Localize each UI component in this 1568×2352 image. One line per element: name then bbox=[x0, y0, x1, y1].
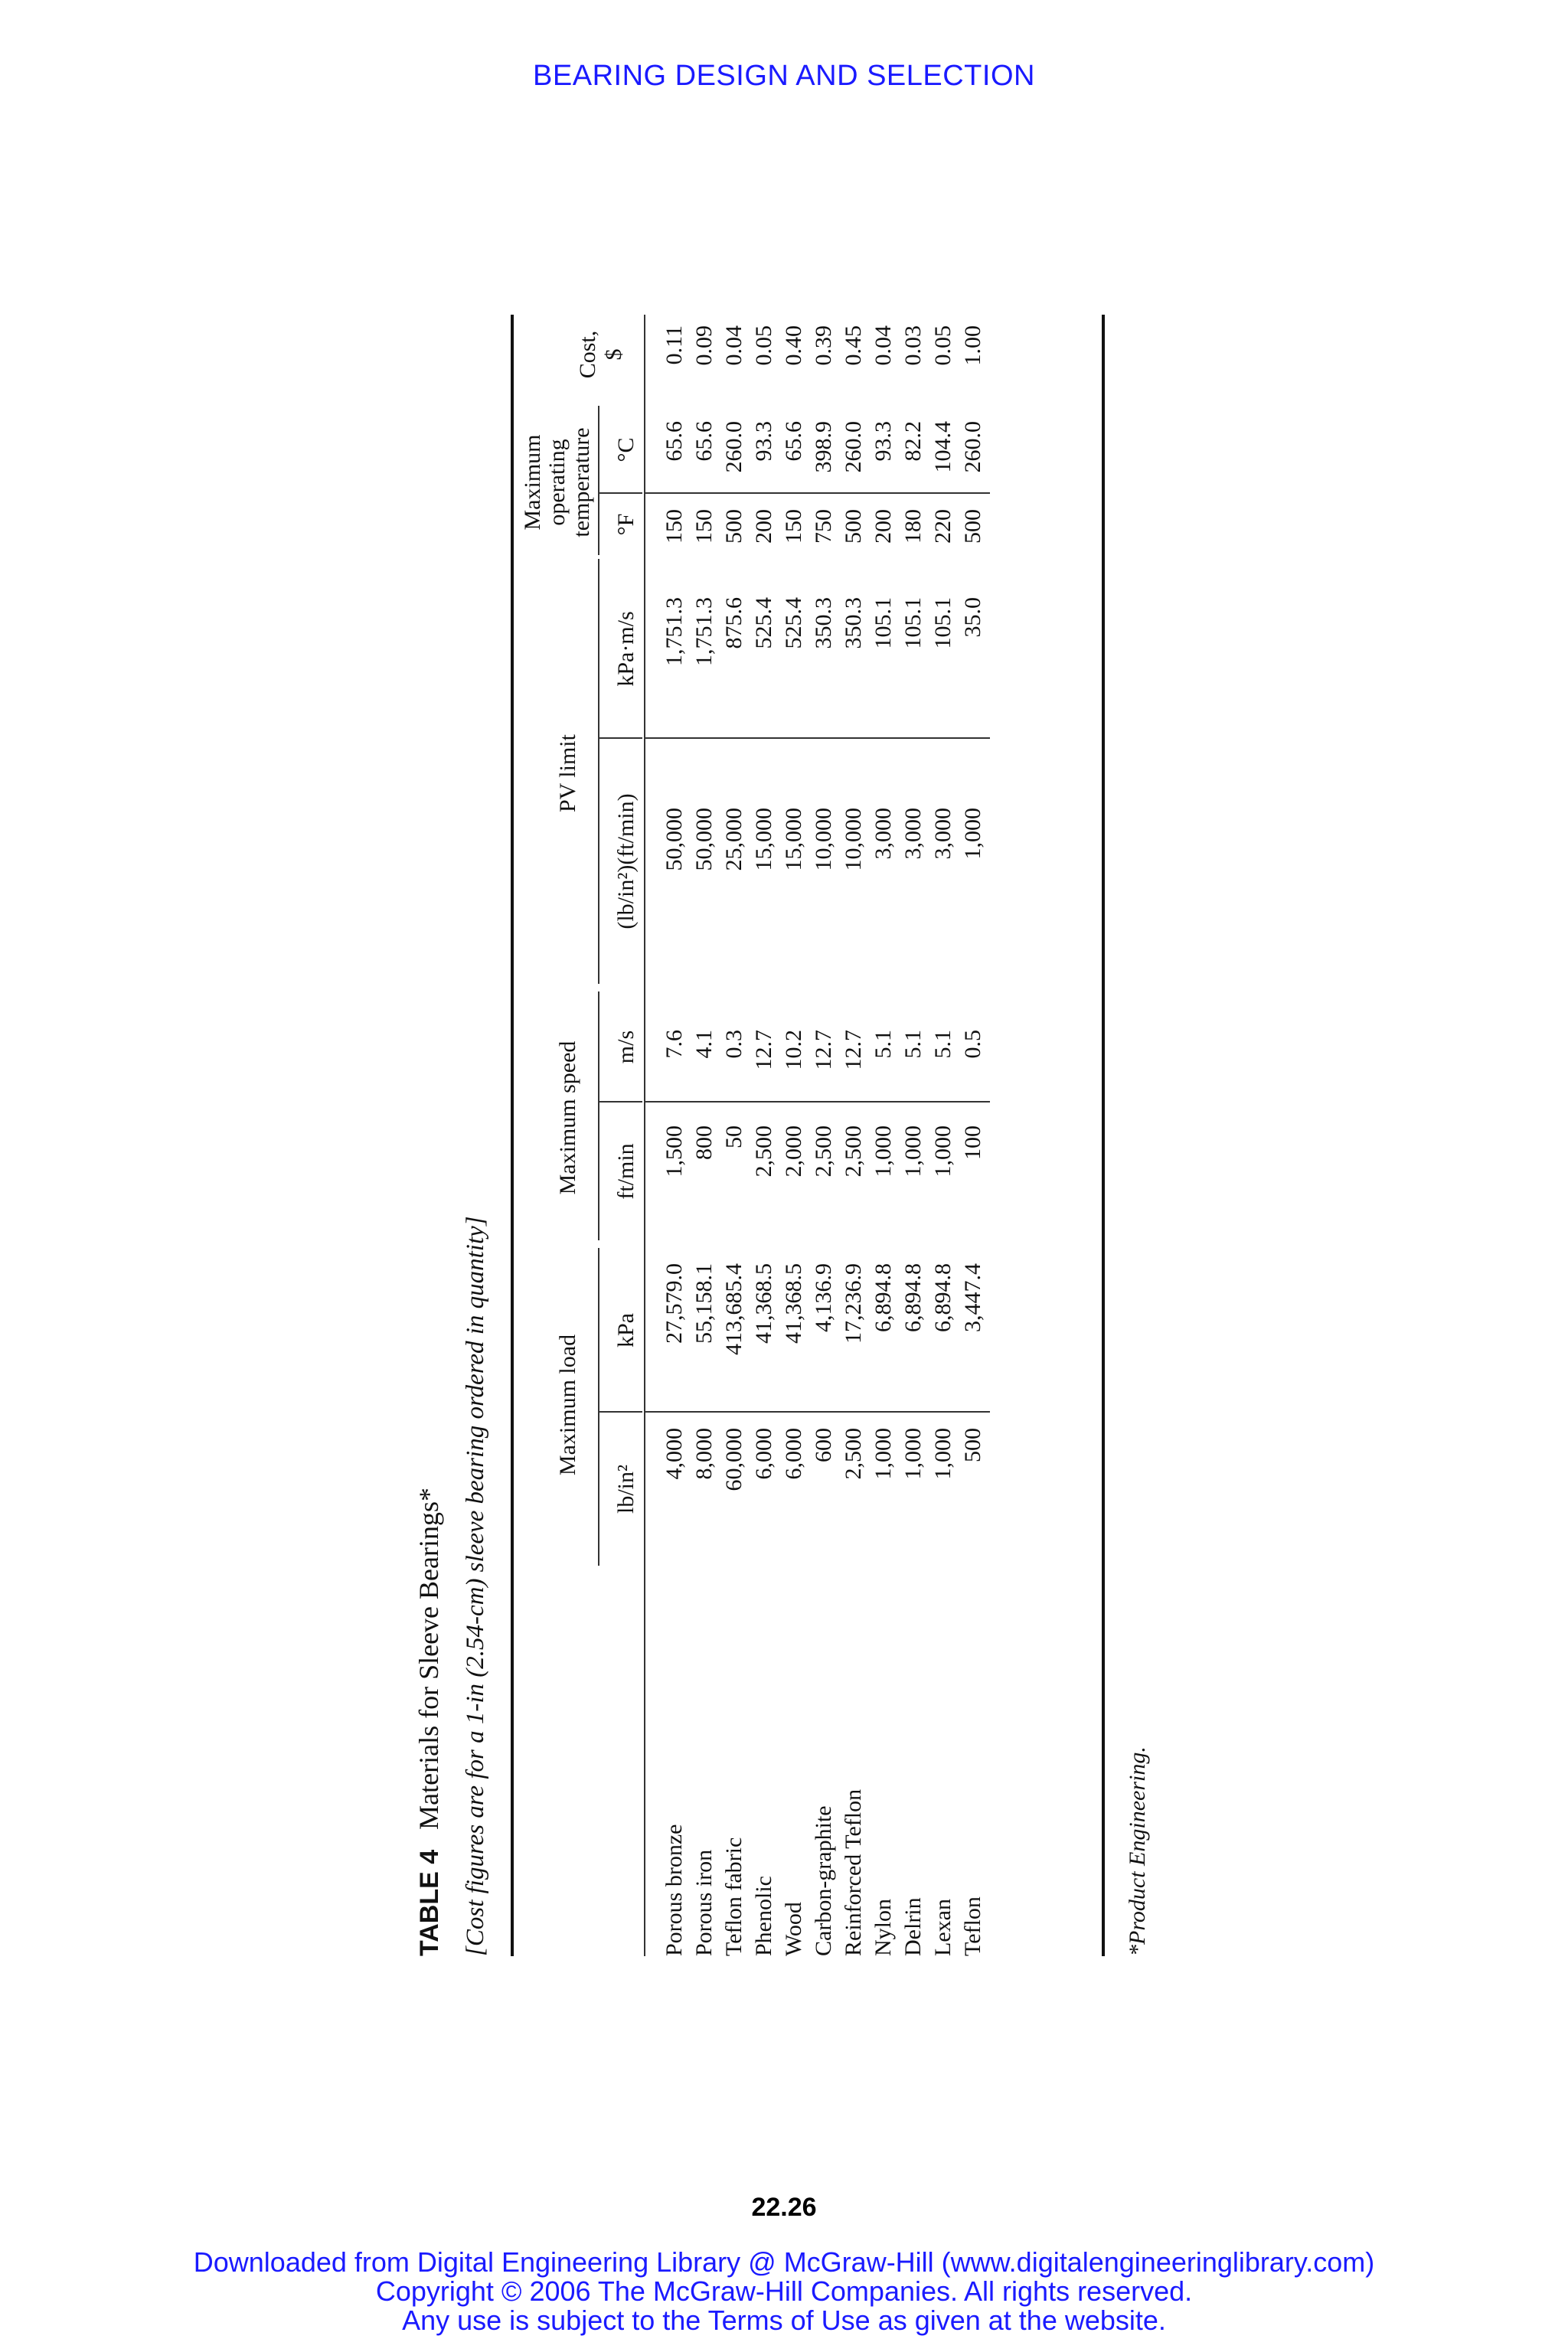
cell-temp-f: 150 bbox=[691, 509, 717, 544]
cell-cost: 0.39 bbox=[811, 325, 836, 366]
cell-load-kpa: 6,894.8 bbox=[871, 1263, 896, 1332]
divider-load bbox=[599, 1411, 642, 1413]
cell-speed-ms: 0.3 bbox=[721, 1030, 746, 1059]
cell-temp-f: 150 bbox=[781, 509, 806, 544]
cell-speed-ftmin: 50 bbox=[721, 1125, 746, 1148]
table-row bbox=[719, 315, 749, 1956]
cell-temp-c: 65.6 bbox=[662, 421, 687, 462]
cell-speed-ms: 7.6 bbox=[662, 1030, 687, 1059]
cell-pv-imperial: 1,000 bbox=[960, 808, 985, 860]
cell-pv-imperial: 50,000 bbox=[691, 808, 717, 871]
divider-body-load bbox=[645, 1411, 990, 1413]
divider-temp bbox=[599, 492, 642, 494]
cell-material: Lexan bbox=[930, 1899, 956, 1956]
footer-line-2: Copyright © 2006 The McGraw-Hill Companies. All rights reserved. bbox=[375, 2275, 1193, 2307]
table-row bbox=[689, 315, 719, 1956]
cell-load-kpa: 4,136.9 bbox=[811, 1263, 836, 1332]
cell-temp-c: 398.9 bbox=[811, 421, 836, 473]
cell-speed-ms: 12.7 bbox=[811, 1030, 836, 1070]
table-row bbox=[958, 315, 988, 1956]
cell-speed-ms: 0.5 bbox=[960, 1030, 985, 1059]
cell-temp-f: 220 bbox=[930, 509, 956, 544]
rotated-table-block bbox=[413, 302, 1194, 1956]
header-cost-2: $ bbox=[601, 348, 626, 361]
cell-load-kpa: 41,368.5 bbox=[781, 1263, 806, 1344]
divider-body-temp bbox=[645, 492, 990, 494]
cell-pv-si: 350.3 bbox=[841, 597, 866, 649]
cell-speed-ftmin: 100 bbox=[960, 1125, 985, 1160]
cell-pv-imperial: 3,000 bbox=[871, 808, 896, 860]
cell-pv-imperial: 10,000 bbox=[811, 808, 836, 871]
cell-material: Delrin bbox=[900, 1897, 926, 1956]
divider-body-pv bbox=[645, 737, 990, 739]
cell-cost: 0.11 bbox=[662, 325, 687, 365]
cell-temp-f: 750 bbox=[811, 509, 836, 544]
running-header: BEARING DESIGN AND SELECTION bbox=[533, 60, 1035, 92]
cell-speed-ftmin: 800 bbox=[691, 1125, 717, 1160]
unit-temp-f: °F bbox=[613, 513, 639, 536]
rule-pv-limit bbox=[598, 559, 599, 984]
rule-max-load bbox=[598, 1248, 599, 1566]
cell-material: Phenolic bbox=[751, 1876, 776, 1956]
cell-load-psi: 60,000 bbox=[721, 1428, 746, 1491]
cell-load-psi: 8,000 bbox=[691, 1428, 717, 1480]
cell-temp-f: 500 bbox=[721, 509, 746, 544]
footer-line-1: Downloaded from Digital Engineering Library @ McGraw-Hill (www.digitalengineeringlibrary.com) bbox=[193, 2246, 1375, 2278]
cell-speed-ftmin: 2,500 bbox=[841, 1125, 866, 1178]
cell-speed-ftmin: 2,500 bbox=[811, 1125, 836, 1178]
cell-temp-c: 65.6 bbox=[781, 421, 806, 462]
cell-load-kpa: 55,158.1 bbox=[691, 1263, 717, 1344]
cell-temp-c: 260.0 bbox=[960, 421, 985, 473]
unit-pv-imperial: (lb/in²)(ft/min) bbox=[613, 793, 639, 929]
cell-speed-ms: 12.7 bbox=[751, 1030, 776, 1070]
table-row bbox=[808, 315, 838, 1956]
cell-load-psi: 1,000 bbox=[871, 1428, 896, 1480]
cell-pv-imperial: 10,000 bbox=[841, 808, 866, 871]
divider-speed bbox=[599, 1101, 642, 1102]
cell-pv-si: 35.0 bbox=[960, 597, 985, 638]
unit-speed-ftmin: ft/min bbox=[613, 1143, 639, 1200]
cell-load-kpa: 6,894.8 bbox=[900, 1263, 926, 1332]
cell-speed-ms: 12.7 bbox=[841, 1030, 866, 1070]
cell-cost: 0.03 bbox=[900, 325, 926, 366]
header-max-temp-3: temperature bbox=[569, 427, 594, 537]
materials-table bbox=[511, 315, 1105, 1956]
cell-temp-c: 104.4 bbox=[930, 421, 956, 473]
header-cost-1: Cost, bbox=[575, 330, 600, 379]
table-subtitle: [Cost figures are for a 1-in (2.54-cm) sleeve bearing ordered in quantity] bbox=[462, 1216, 489, 1956]
header-max-temp-1: Maximum bbox=[520, 434, 545, 531]
table-row bbox=[749, 315, 779, 1956]
cell-speed-ms: 4.1 bbox=[691, 1030, 717, 1059]
unit-pv-si: kPa·m/s bbox=[613, 611, 639, 687]
cell-speed-ftmin: 1,500 bbox=[662, 1125, 687, 1178]
cell-speed-ftmin: 1,000 bbox=[900, 1125, 926, 1178]
cell-material: Nylon bbox=[871, 1899, 896, 1956]
divider-body-speed bbox=[645, 1101, 990, 1102]
cell-pv-imperial: 15,000 bbox=[781, 808, 806, 871]
table-label: TABLE 4 bbox=[415, 1849, 444, 1956]
unit-load-kpa: kPa bbox=[613, 1313, 639, 1348]
unit-load-psi: lb/in² bbox=[613, 1465, 639, 1514]
cell-load-psi: 1,000 bbox=[900, 1428, 926, 1480]
cell-material: Teflon fabric bbox=[721, 1837, 746, 1956]
cell-temp-f: 200 bbox=[751, 509, 776, 544]
cell-load-psi: 1,000 bbox=[930, 1428, 956, 1480]
cell-pv-si: 105.1 bbox=[871, 597, 896, 649]
cell-temp-f: 500 bbox=[841, 509, 866, 544]
cell-temp-c: 93.3 bbox=[751, 421, 776, 462]
table-row bbox=[659, 315, 689, 1956]
cell-load-psi: 6,000 bbox=[751, 1428, 776, 1480]
table-row bbox=[868, 315, 898, 1956]
cell-temp-c: 260.0 bbox=[841, 421, 866, 473]
cell-load-kpa: 27,579.0 bbox=[662, 1263, 687, 1344]
cell-temp-c: 65.6 bbox=[691, 421, 717, 462]
cell-material: Porous iron bbox=[691, 1849, 717, 1956]
cell-load-psi: 4,000 bbox=[662, 1428, 687, 1480]
cell-cost: 1.00 bbox=[960, 325, 985, 366]
cell-load-kpa: 17,236.9 bbox=[841, 1263, 866, 1344]
unit-temp-c: °C bbox=[613, 437, 639, 462]
header-max-speed: Maximum speed bbox=[555, 1040, 580, 1195]
cell-speed-ftmin: 2,000 bbox=[781, 1125, 806, 1178]
cell-load-kpa: 41,368.5 bbox=[751, 1263, 776, 1344]
header-max-load: Maximum load bbox=[555, 1334, 580, 1476]
cell-load-kpa: 6,894.8 bbox=[930, 1263, 956, 1332]
cell-pv-si: 350.3 bbox=[811, 597, 836, 649]
cell-load-psi: 500 bbox=[960, 1428, 985, 1462]
cell-temp-c: 93.3 bbox=[871, 421, 896, 462]
footer-line-3: Any use is subject to the Terms of Use as given at the website. bbox=[402, 2305, 1166, 2336]
cell-speed-ms: 5.1 bbox=[930, 1030, 956, 1059]
cell-cost: 0.04 bbox=[871, 325, 896, 366]
copyright-footer bbox=[0, 2248, 1568, 2335]
cell-speed-ftmin: 1,000 bbox=[871, 1125, 896, 1178]
table-footnote: *Product Engineering. bbox=[1125, 1746, 1150, 1956]
cell-cost: 0.40 bbox=[781, 325, 806, 366]
cell-pv-imperial: 15,000 bbox=[751, 808, 776, 871]
cell-material: Porous bronze bbox=[662, 1824, 687, 1956]
cell-pv-si: 105.1 bbox=[900, 597, 926, 649]
page-number: 22.26 bbox=[751, 2193, 817, 2222]
cell-material: Carbon-graphite bbox=[811, 1805, 836, 1956]
cell-cost: 0.05 bbox=[930, 325, 956, 366]
table-row bbox=[838, 315, 868, 1956]
cell-speed-ms: 10.2 bbox=[781, 1030, 806, 1070]
cell-pv-si: 1,751.3 bbox=[691, 597, 717, 666]
cell-pv-si: 1,751.3 bbox=[662, 597, 687, 666]
cell-load-psi: 6,000 bbox=[781, 1428, 806, 1480]
cell-temp-f: 180 bbox=[900, 509, 926, 544]
cell-temp-f: 200 bbox=[871, 509, 896, 544]
unit-speed-ms: m/s bbox=[613, 1030, 639, 1064]
cell-pv-si: 525.4 bbox=[751, 597, 776, 649]
header-max-temp-2: operating bbox=[544, 439, 570, 526]
rule-max-temp bbox=[598, 406, 599, 555]
cell-temp-f: 150 bbox=[662, 509, 687, 544]
cell-cost: 0.05 bbox=[751, 325, 776, 366]
cell-temp-c: 82.2 bbox=[900, 421, 926, 462]
cell-pv-si: 525.4 bbox=[781, 597, 806, 649]
rule-max-speed bbox=[598, 991, 599, 1240]
table-row bbox=[779, 315, 808, 1956]
cell-speed-ms: 5.1 bbox=[900, 1030, 926, 1059]
cell-speed-ftmin: 1,000 bbox=[930, 1125, 956, 1178]
table-row bbox=[898, 315, 928, 1956]
divider-pv bbox=[599, 737, 642, 739]
cell-pv-imperial: 25,000 bbox=[721, 808, 746, 871]
cell-material: Wood bbox=[781, 1902, 806, 1956]
cell-material: Teflon bbox=[960, 1896, 985, 1956]
cell-load-psi: 600 bbox=[811, 1428, 836, 1462]
cell-pv-imperial: 3,000 bbox=[900, 808, 926, 860]
cell-load-psi: 2,500 bbox=[841, 1428, 866, 1480]
table-caption bbox=[413, 302, 459, 1956]
cell-speed-ms: 5.1 bbox=[871, 1030, 896, 1059]
table-title: Materials for Sleeve Bearings* bbox=[413, 1487, 444, 1830]
cell-material: Reinforced Teflon bbox=[841, 1788, 866, 1956]
cell-load-kpa: 3,447.4 bbox=[960, 1263, 985, 1332]
cell-pv-imperial: 50,000 bbox=[662, 808, 687, 871]
cell-pv-si: 875.6 bbox=[721, 597, 746, 649]
header-pv-limit: PV limit bbox=[555, 734, 580, 812]
cell-speed-ftmin: 2,500 bbox=[751, 1125, 776, 1178]
cell-cost: 0.04 bbox=[721, 325, 746, 366]
cell-temp-c: 260.0 bbox=[721, 421, 746, 473]
cell-load-kpa: 413,685.4 bbox=[721, 1263, 746, 1355]
cell-temp-f: 500 bbox=[960, 509, 985, 544]
table-row bbox=[928, 315, 958, 1956]
cell-pv-imperial: 3,000 bbox=[930, 808, 956, 860]
cell-cost: 0.09 bbox=[691, 325, 717, 366]
cell-pv-si: 105.1 bbox=[930, 597, 956, 649]
cell-cost: 0.45 bbox=[841, 325, 866, 366]
header-rule bbox=[644, 315, 645, 1956]
